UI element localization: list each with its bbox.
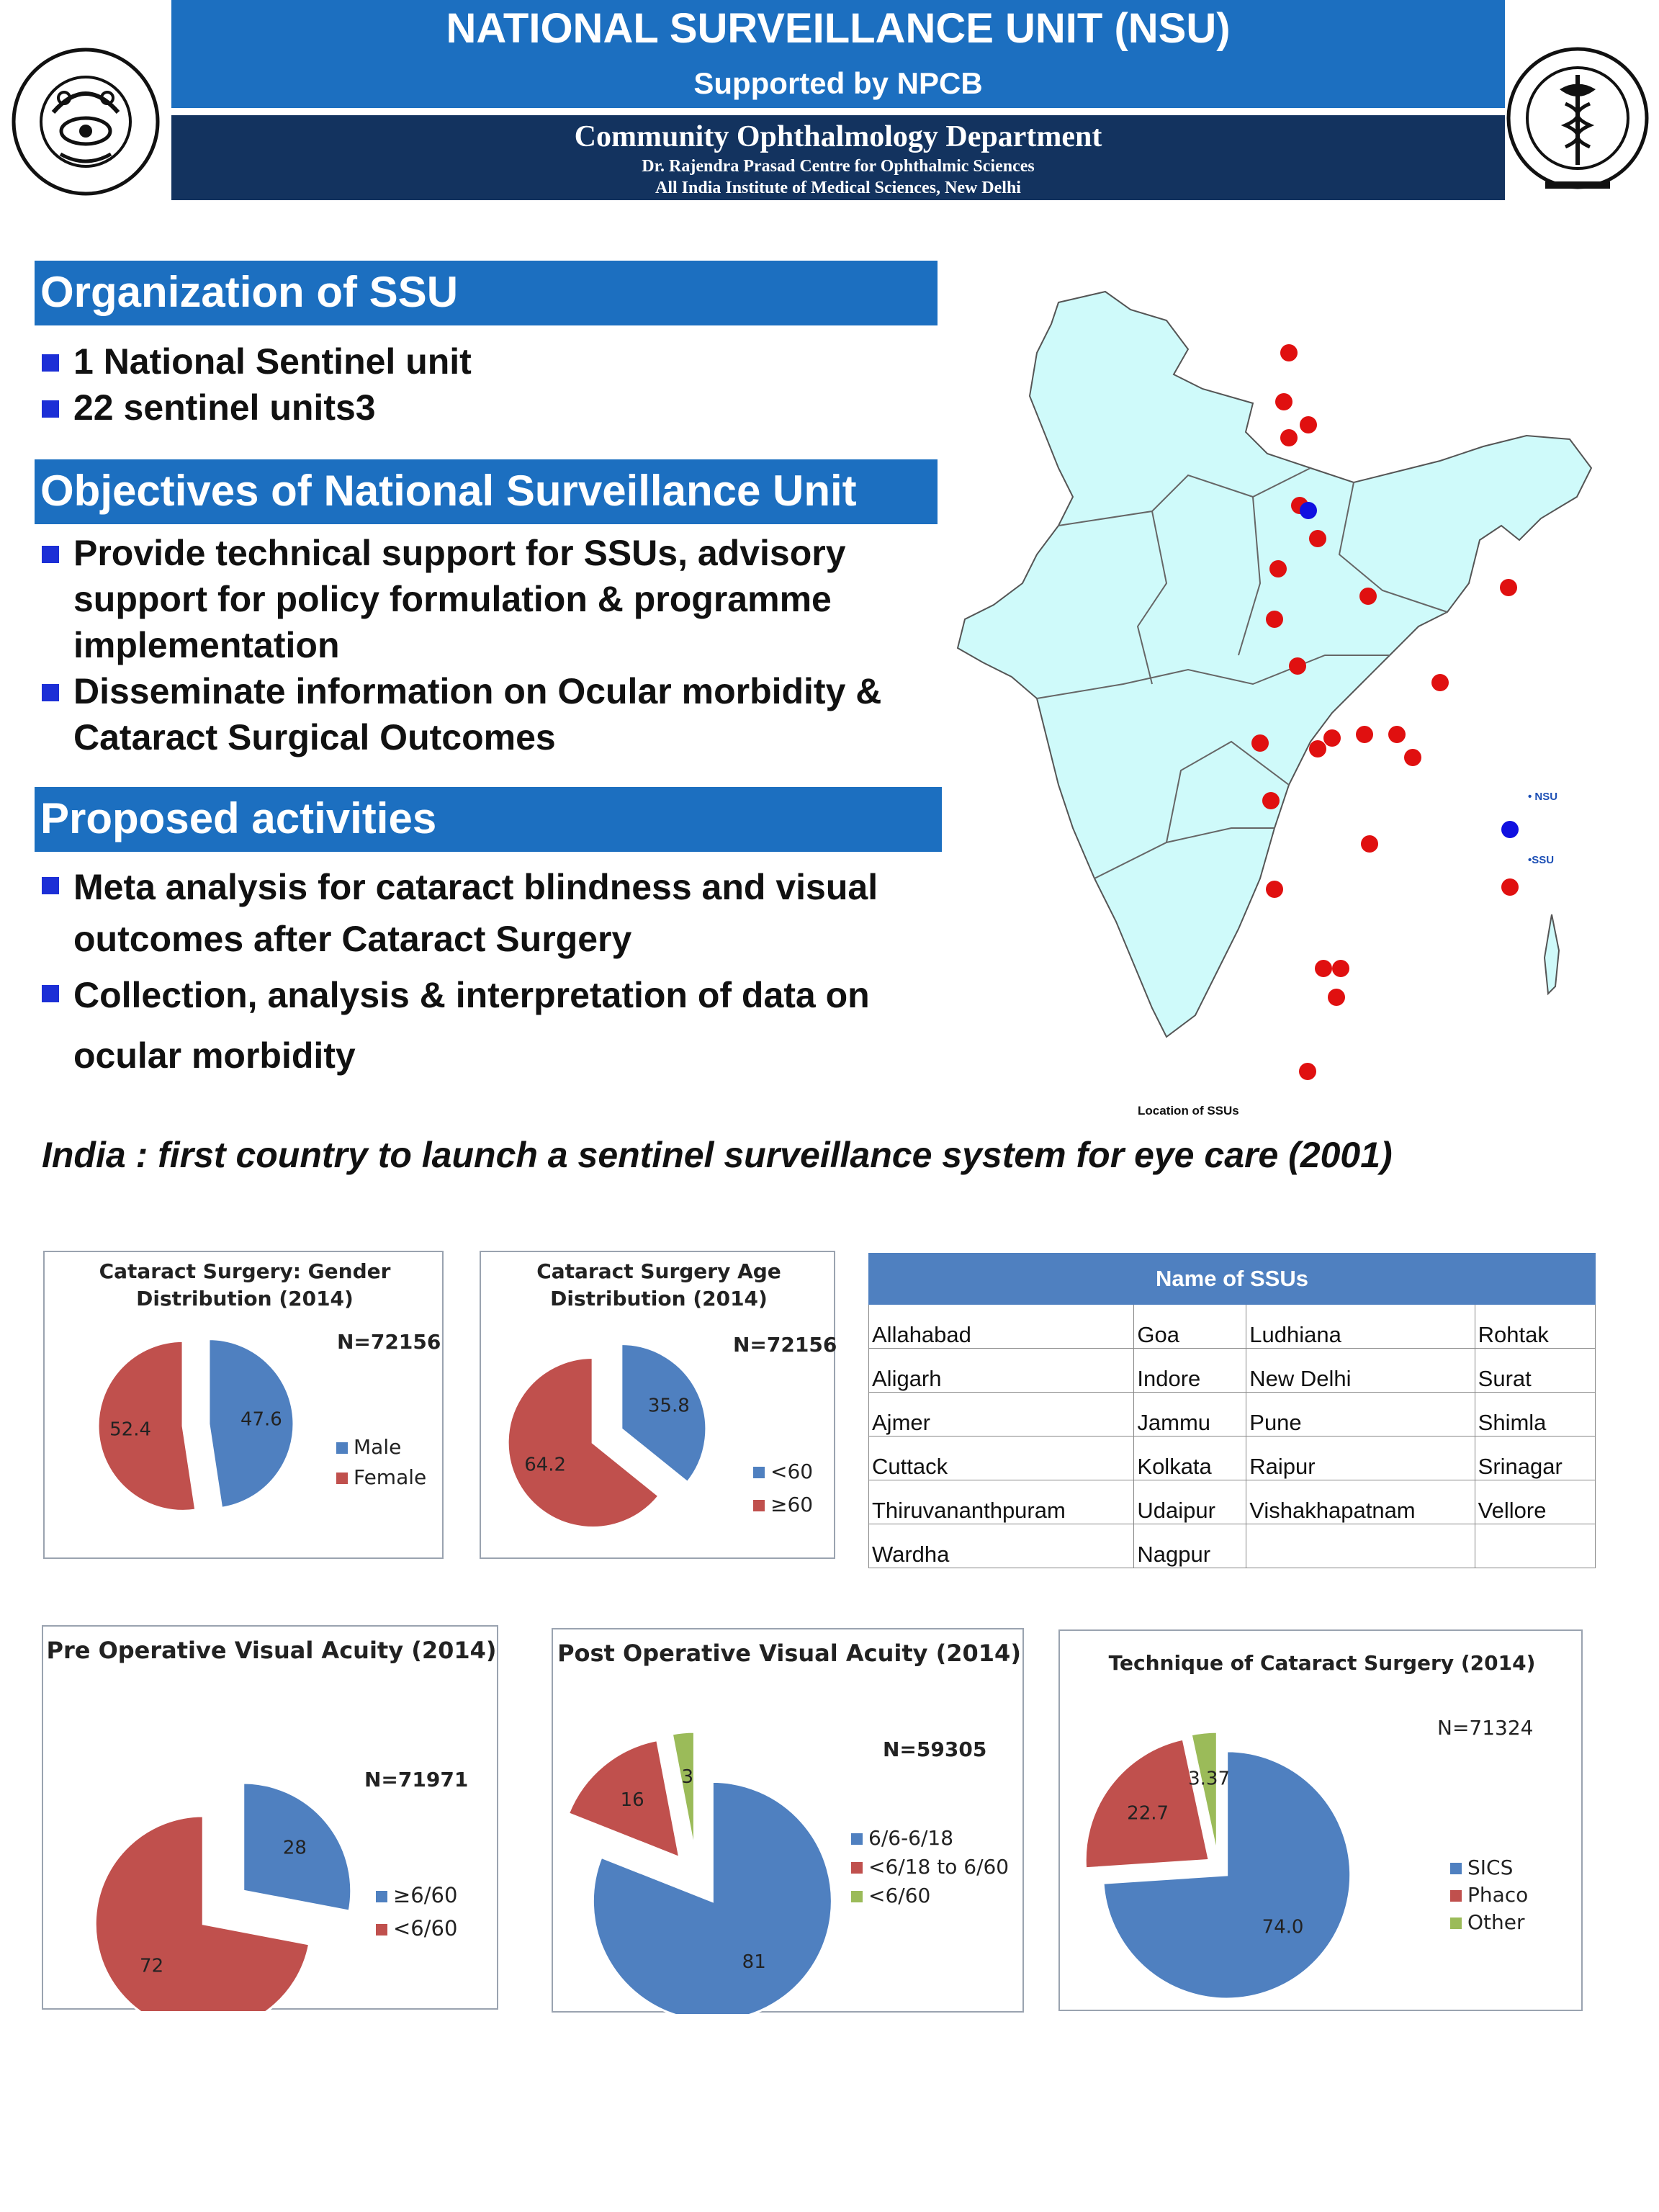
rp-centre-logo [10,46,161,197]
table-row [869,1437,1596,1480]
ssu-marker [1356,726,1373,743]
pie-value-label: 16 [620,1789,644,1811]
chart-title: Cataract Surgery Age Distribution (2014) [536,1259,781,1310]
ssu-marker [1404,749,1421,766]
legend-item: <60 [753,1455,813,1488]
ssu-marker [1332,960,1349,977]
ssu-marker [1359,588,1377,605]
table-cell: Wardha [869,1524,1134,1568]
pie-value-label: 72 [140,1955,164,1977]
section-activities-title: Proposed activities [35,787,942,852]
chart-n-label: N=72156 [337,1330,441,1354]
pie-value-label: 81 [742,1951,766,1974]
section-org-title: Organization of SSU [35,261,938,325]
ssu-marker [1266,611,1283,628]
nsu-marker [1300,502,1317,519]
ssu-names-table [868,1253,1596,1568]
table-row [869,1524,1596,1568]
objectives-list [42,530,935,760]
pie-value-label: 47.6 [240,1408,282,1431]
table-header: Name of SSUs [869,1254,1596,1305]
table-cell: Rohtak [1475,1305,1595,1349]
legend-swatch [851,1833,863,1845]
legend-item: Female [336,1462,426,1493]
legend-nsu-label: • NSU [1528,791,1558,803]
legend-swatch [753,1500,765,1511]
table-cell: Goa [1134,1305,1246,1349]
pie-chart [553,1629,1025,2014]
ssu-marker [1388,726,1406,743]
ssu-marker [1500,579,1517,596]
table-cell: Vishakhapatnam [1246,1480,1475,1524]
chart-n-label: N=71324 [1437,1716,1534,1740]
table-cell: Srinagar [1475,1437,1595,1480]
chart-n-label: N=71971 [364,1768,469,1791]
legend-nsu-dot [1501,821,1519,838]
ssu-marker [1323,729,1341,747]
pie-chart [45,1252,445,1560]
bullet-icon [42,400,59,418]
legend-item: ≥60 [753,1488,813,1521]
bullet-icon [42,546,59,563]
legend-item: <6/60 [376,1912,457,1945]
legend-swatch [1450,1890,1462,1902]
pie-value-label: 74.0 [1262,1916,1304,1938]
ssu-marker [1300,416,1317,433]
pie-value-label: 35.8 [647,1395,690,1417]
ssu-marker [1361,835,1378,853]
table-cell: Thiruvananthpuram [869,1480,1134,1524]
ssu-marker [1299,1063,1316,1080]
institute-name: All India Institute of Medical Sciences, New Delhi [655,179,1021,197]
list-item: Provide technical support for SSUs, advisory support for policy formulation & programme implementation [42,530,935,668]
ssu-marker [1309,740,1326,757]
ssu-marker [1280,429,1298,446]
bullet-icon [42,985,59,1002]
chart-title: Cataract Surgery: Gender Distribution (2014) [99,1259,391,1310]
ssu-marker [1315,960,1332,977]
table-body [869,1305,1596,1568]
chart-postop [552,1628,1024,2013]
legend-item: SICS [1450,1854,1528,1881]
poster-title: NATIONAL SURVEILLANCE UNIT (NSU) [446,5,1231,52]
chart-legend [336,1432,426,1493]
list-item: Disseminate information on Ocular morbidity & Cataract Surgical Outcomes [42,668,935,760]
centre-name: Dr. Rajendra Prasad Centre for Ophthalmic Sciences [642,157,1035,176]
chart-n-label: N=59305 [883,1737,987,1761]
pie-value-label: 3.37 [1188,1768,1230,1790]
table-row [869,1305,1596,1349]
andaman-islands [1545,914,1559,994]
ssu-marker [1262,792,1280,809]
bullet-icon [42,877,59,894]
pie-value-label: 52.4 [109,1419,152,1441]
ssu-marker [1266,881,1283,898]
table-cell: New Delhi [1246,1349,1475,1393]
table-cell: Udaipur [1134,1480,1246,1524]
table-cell: Vellore [1475,1480,1595,1524]
legend-item: Other [1450,1909,1528,1936]
list-item: 22 sentinel units3 [42,385,935,431]
legend-swatch [753,1467,765,1478]
table-row [869,1349,1596,1393]
list-item: Meta analysis for cataract blindness and visual outcomes after Cataract Surgery [42,861,906,965]
pie-value-label: 3 [681,1766,694,1789]
legend-item: <6/60 [851,1881,1009,1910]
legend-swatch [336,1442,348,1454]
chart-legend [753,1455,813,1521]
chart-title: Technique of Cataract Surgery (2014) [1108,1651,1536,1675]
list-item: 1 National Sentinel unit [42,338,935,385]
legend-item: Male [336,1432,426,1462]
legend-swatch [851,1862,863,1874]
legend-swatch [1450,1917,1462,1929]
table-row [869,1393,1596,1437]
table-cell [1475,1524,1595,1568]
india-ssu-map [950,281,1599,1130]
pie-value-label: 64.2 [524,1454,567,1476]
bullet-icon [42,354,59,372]
table-cell: Indore [1134,1349,1246,1393]
legend-swatch [1450,1863,1462,1874]
table-cell: Allahabad [869,1305,1134,1349]
table-cell: Kolkata [1134,1437,1246,1480]
poster-subtitle: Supported by NPCB [693,66,983,100]
department-name: Community Ophthalmology Department [574,120,1102,153]
chart-legend [851,1824,1009,1910]
legend-ssu-label: •SSU [1528,854,1555,866]
ssu-marker [1269,560,1287,577]
chart-legend [376,1879,457,1945]
table-cell: Shimla [1475,1393,1595,1437]
pie-value-label: 28 [282,1837,307,1859]
map-caption: Location of SSUs [1138,1104,1239,1118]
legend-swatch [336,1473,348,1484]
ssu-marker [1328,989,1345,1006]
legend-item: 6/6-6/18 [851,1824,1009,1853]
ssu-marker [1280,344,1298,361]
activities-list [42,861,906,1086]
pie-chart [1060,1631,1584,2013]
table-cell: Jammu [1134,1393,1246,1437]
ssu-marker [1309,530,1326,547]
chart-preop [42,1625,498,2010]
table-cell: Pune [1246,1393,1475,1437]
table-cell: Raipur [1246,1437,1475,1480]
ssu-marker [1275,393,1292,410]
legend-ssu-dot [1501,878,1519,896]
legend-item: Phaco [1450,1881,1528,1909]
legend-item: ≥6/60 [376,1879,457,1912]
india-outline [958,292,1591,1037]
table-cell: Surat [1475,1349,1595,1393]
aiims-logo [1502,46,1653,197]
bullet-icon [42,684,59,701]
org-list [42,338,935,431]
ssu-marker [1251,734,1269,752]
table-cell: Aligarh [869,1349,1134,1393]
ssu-marker [1289,657,1306,675]
chart-age [480,1251,835,1559]
chart-gender [43,1251,444,1559]
ssu-marker [1431,674,1449,691]
table-cell: Cuttack [869,1437,1134,1480]
legend-swatch [376,1924,387,1936]
chart-title: Pre Operative Visual Acuity (2014) [46,1637,497,1664]
banner-statement: India : first country to launch a sentinel surveillance system for eye care (2001) [42,1135,1393,1175]
chart-n-label: N=72156 [733,1333,837,1357]
legend-item: <6/18 to 6/60 [851,1853,1009,1881]
chart-technique [1058,1629,1583,2011]
pie-chart [43,1627,500,2011]
pie-value-label: 22.7 [1127,1802,1169,1825]
table-cell [1246,1524,1475,1568]
list-item: Collection, analysis & interpretation of data on ocular morbidity [42,965,906,1086]
chart-title: Post Operative Visual Acuity (2014) [557,1640,1021,1667]
legend-swatch [376,1891,387,1902]
table-row [869,1480,1596,1524]
table-cell: Ludhiana [1246,1305,1475,1349]
table-cell: Ajmer [869,1393,1134,1437]
section-objectives-title: Objectives of National Surveillance Unit [35,459,938,524]
legend-swatch [851,1891,863,1902]
table-cell: Nagpur [1134,1524,1246,1568]
chart-legend [1450,1854,1528,1936]
